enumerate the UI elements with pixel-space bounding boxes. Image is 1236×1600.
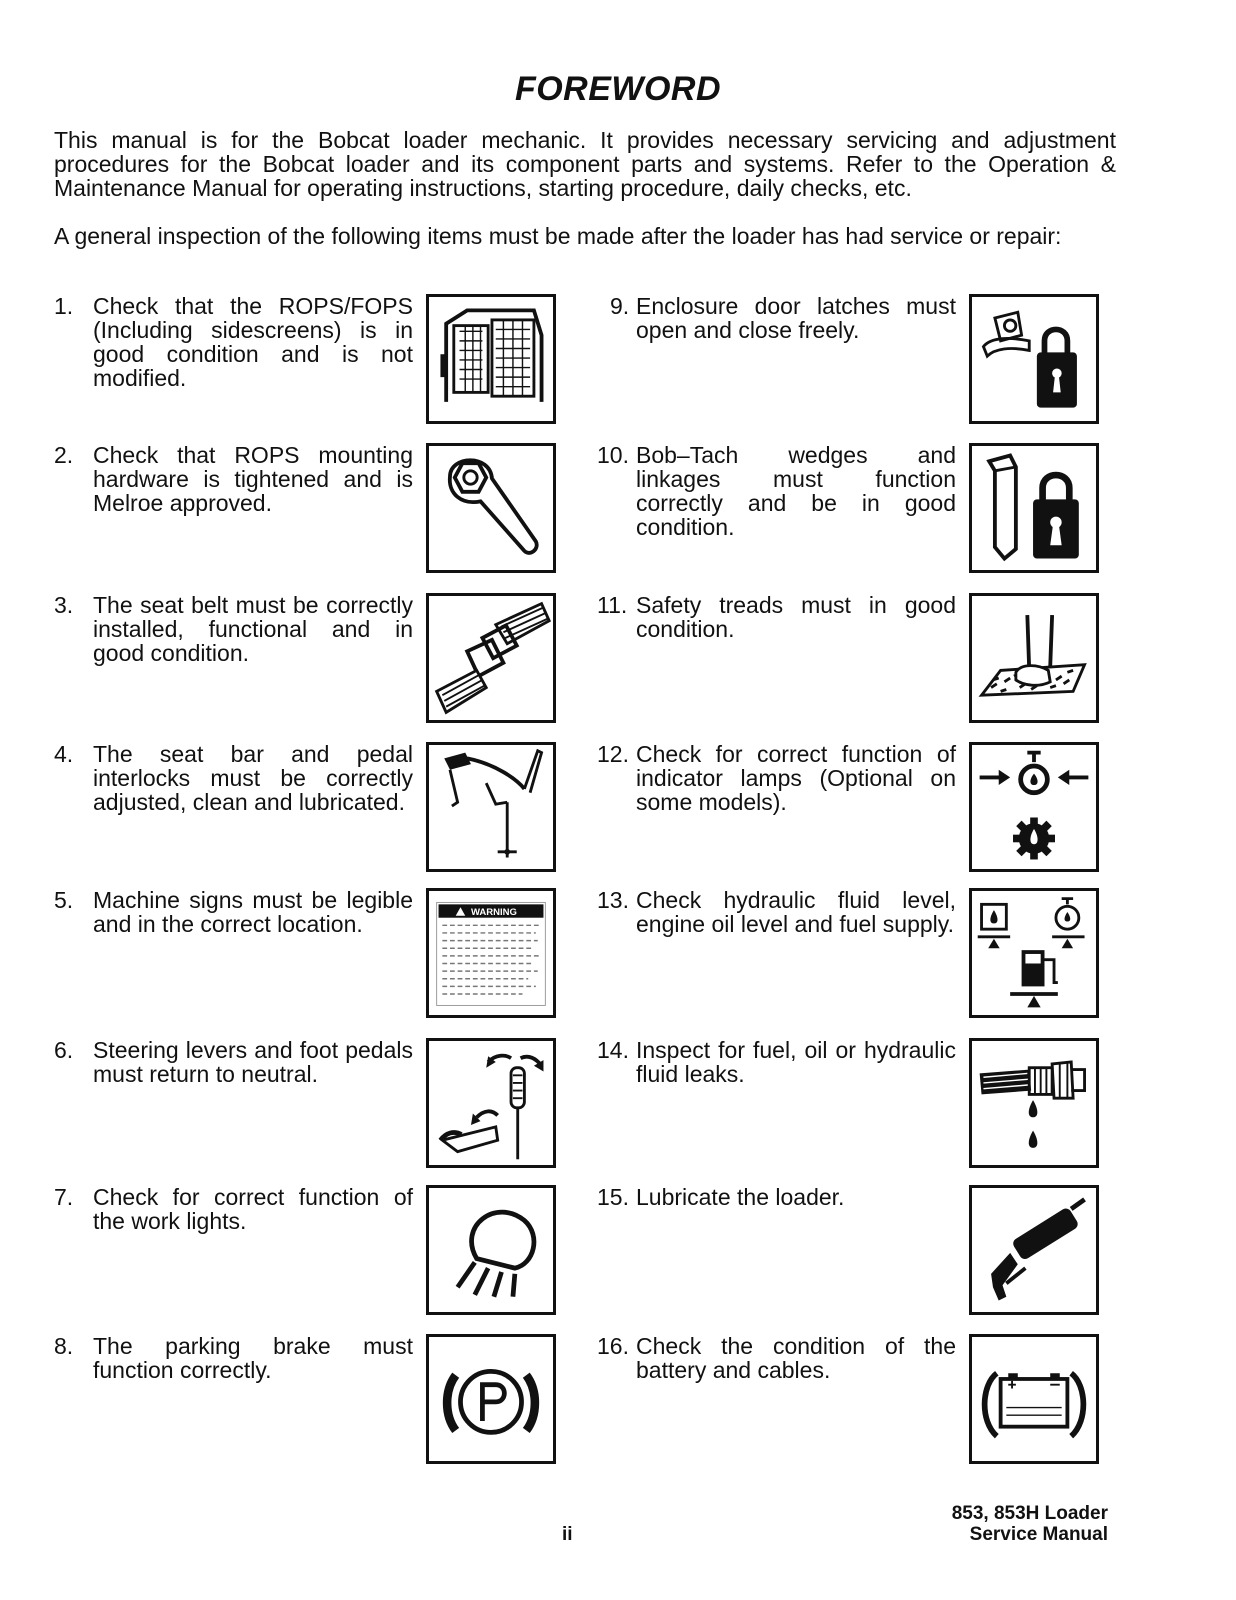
work-light-icon — [426, 1185, 556, 1315]
parking-brake-icon — [426, 1334, 556, 1464]
svg-text:WARNING: WARNING — [470, 906, 517, 918]
item-text: Safety treads must in good condition. — [636, 592, 956, 642]
list-item — [597, 443, 1107, 575]
item-number: 11. — [597, 592, 628, 618]
item-number: 10. — [597, 442, 629, 468]
item-text: The seat belt must be correctly installed, functional and in good condition. — [93, 592, 413, 666]
steering-lever-icon — [426, 1038, 556, 1168]
item-text: Check for correct function of the work lights. — [93, 1184, 413, 1234]
item-number: 5. — [54, 887, 74, 913]
page-title: FOREWORD — [514, 70, 722, 108]
item-text: The seat bar and pedal interlocks must be correctly adjusted, clean and lubricated. — [93, 741, 413, 815]
item-text: Check for correct function of indicator lamps (Optional on some models). — [636, 741, 956, 815]
list-item — [597, 593, 1107, 725]
fluid-level-icon — [969, 888, 1099, 1018]
item-text: Machine signs must be legible and in the correct location. — [93, 887, 413, 937]
list-item — [597, 742, 1107, 874]
item-number: 4. — [54, 741, 74, 767]
door-latch-icon — [969, 294, 1099, 424]
list-item — [54, 742, 564, 874]
wrench-icon — [426, 443, 556, 573]
grease-gun-icon — [969, 1185, 1099, 1315]
list-item — [597, 1038, 1107, 1170]
item-number: 7. — [54, 1184, 74, 1210]
item-text: Check that ROPS mounting hardware is tightened and is Melroe approved. — [93, 442, 413, 516]
item-text: The parking brake must function correctly. — [93, 1333, 413, 1383]
footer-line2: Service Manual — [969, 1524, 1108, 1545]
list-item — [54, 1038, 564, 1170]
list-item — [54, 1185, 564, 1317]
item-text: Lubricate the loader. — [636, 1184, 845, 1210]
footer-model — [952, 1503, 1108, 1545]
safety-tread-icon — [969, 593, 1099, 723]
item-number: 3. — [54, 592, 74, 618]
list-item — [54, 888, 564, 1020]
item-text: Inspect for fuel, oil or hydraulic fluid leaks. — [636, 1037, 956, 1087]
list-item — [597, 294, 1107, 426]
list-item — [597, 1334, 1107, 1466]
item-number: 16. — [597, 1333, 629, 1359]
item-text: Check the condition of the battery and cables. — [636, 1333, 956, 1383]
list-item — [54, 443, 564, 575]
seat-bar-icon — [426, 742, 556, 872]
inspection-lead: A general inspection of the following items must be made after the loader has had service or repair: — [54, 223, 1062, 249]
battery-icon — [969, 1334, 1099, 1464]
wedge-lock-icon — [969, 443, 1099, 573]
seat-belt-icon — [426, 593, 556, 723]
item-number: 15. — [597, 1184, 629, 1210]
item-text: Check hydraulic fluid level, engine oil level and fuel supply. — [636, 887, 956, 937]
item-number: 14. — [597, 1037, 629, 1063]
footer-line1: 853, 853H Loader — [951, 1503, 1108, 1524]
item-number: 2. — [54, 442, 74, 468]
indicator-lamp-icon — [969, 742, 1099, 872]
item-number: 1. — [54, 293, 74, 319]
list-item — [597, 1185, 1107, 1317]
item-number: 9. — [610, 293, 630, 319]
rops-cab-icon — [426, 294, 556, 424]
page-number: ii — [562, 1524, 573, 1545]
intro-paragraph: This manual is for the Bobcat loader mechanic. It provides necessary servicing and adjustment procedures for the Bobcat loader and its component parts and systems. Refer to the Operation & Maintenance Manual for operating instructions, starting procedure, daily checks, etc. — [54, 127, 1116, 201]
list-item — [54, 294, 564, 426]
item-number: 6. — [54, 1037, 74, 1063]
item-number: 13. — [597, 887, 629, 913]
item-number: 8. — [54, 1333, 74, 1359]
item-text: Enclosure door latches must open and close freely. — [636, 293, 956, 343]
item-text: Steering levers and foot pedals must return to neutral. — [93, 1037, 413, 1087]
list-item — [54, 1334, 564, 1466]
list-item — [597, 888, 1107, 1020]
item-number: 12. — [597, 741, 629, 767]
item-text: Check that the ROPS/FOPS (Including sidescreens) is in good condition and is not modified. — [93, 293, 413, 391]
list-item — [54, 593, 564, 725]
warning-sign-icon — [426, 888, 556, 1018]
fluid-leak-icon — [969, 1038, 1099, 1168]
item-text: Bob–Tach wedges and linkages must function correctly and be in good condition. — [636, 442, 956, 540]
